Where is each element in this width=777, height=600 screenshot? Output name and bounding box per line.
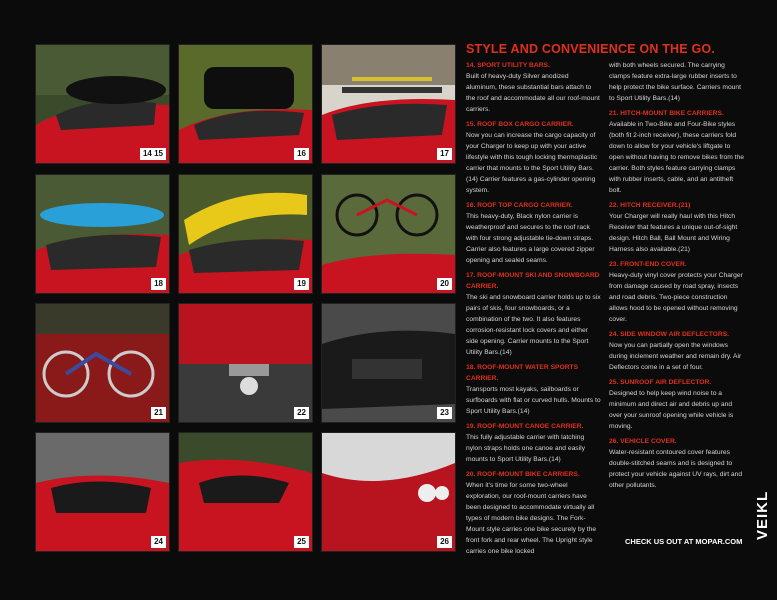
accessory-heading: 15. ROOF BOX CARGO CARRIER.: [466, 121, 574, 128]
photo-side-window-deflectors: [35, 432, 170, 552]
photo-number: 25: [294, 536, 309, 548]
photo-roof-top-carrier: [178, 44, 313, 164]
accessory-description: Heavy-duty vinyl cover protects your Charger from damage caused by road spray, insects and road debris. Two-piece construction allows hood to be opened without removing cover.: [609, 272, 743, 323]
accessory-item: [466, 60, 601, 115]
photo-kayak-carrier: [35, 174, 170, 294]
text-column-2: [609, 60, 744, 495]
photo-hitch-receiver: [178, 303, 313, 423]
accessory-item: [466, 270, 601, 358]
accessory-description: Now you can partially open the windows during inclement weather and remain dry. Air Deflectors come in a set of four.: [609, 342, 742, 371]
watermark: [752, 300, 772, 550]
accessory-description: Transports most kayaks, sailboards or surfboards with flat or curved hulls. Mounts to Sport Utility Bars.(14): [466, 386, 601, 415]
accessory-heading: 25. SUNROOF AIR DEFLECTOR.: [609, 379, 712, 386]
accessory-description: Available in Two-Bike and Four-Bike styles (both fit 2-inch receiver), these carriers fold down to allow for your vehicle's liftgate to open without having to remove bikes from the carrier. Both styles feature carrying clamps with rubber inserts, cable, and an antitheft bolt.: [609, 121, 744, 194]
accessory-item: [466, 421, 601, 465]
accessory-item: [609, 436, 744, 491]
accessory-description: This fully adjustable carrier with latching nylon straps holds one canoe and easily mounts to Sport Utility Bars.(14): [466, 434, 585, 463]
accessory-item: [466, 469, 601, 557]
photo-hitch-bike-carrier: [35, 303, 170, 423]
accessory-heading: 20. ROOF-MOUNT BIKE CARRIERS.: [466, 471, 580, 478]
accessory-item: [609, 377, 744, 432]
accessory-description: with both wheels secured. The carrying clamps feature extra-large rubber inserts to help protect the bike surface. Carriers mount to Sport Utility Bars.(14): [609, 62, 741, 102]
accessory-description: Now you can increase the cargo capacity of your Charger to keep up with your active lifestyle with this tough locking thermoplastic carrier that mounts to the Sport Utility Bars.(14) Carrier features a gas-cylinder opening system.: [466, 132, 598, 194]
accessory-description: When it's time for some two-wheel exploration, our roof-mount carriers have been designed to accommodate virtually all types of modern bike designs. The Fork-Mount style carries one bike securely by the front fork and rear wheel. The Upright style carries one bike locked: [466, 482, 597, 555]
accessory-description: Designed to help keep wind noise to a minimum and direct air and debris up and over your sunroof opening while vehicle is moving.: [609, 390, 734, 430]
accessory-item: [609, 259, 744, 325]
accessory-heading: 23. FRONT-END COVER.: [609, 261, 687, 268]
photo-front-end-cover: [321, 303, 456, 423]
photo-number: 17: [437, 148, 452, 160]
accessory-heading: 18. ROOF-MOUNT WATER SPORTS CARRIER.: [466, 364, 579, 382]
photo-number: 18: [151, 278, 166, 290]
photo-ski-carrier: [321, 44, 456, 164]
page-title: STYLE AND CONVENIENCE ON THE GO.: [466, 42, 716, 56]
accessory-heading: 24. SIDE WINDOW AIR DEFLECTORS.: [609, 331, 730, 338]
accessory-description: Built of heavy-duty Silver anodized aluminum, these substantial bars attach to the roof and accommodate all our roof-mount carriers.: [466, 73, 600, 113]
accessory-heading: 19. ROOF-MOUNT CANOE CARRIER.: [466, 423, 584, 430]
accessory-heading: 17. ROOF-MOUNT SKI AND SNOWBOARD CARRIER.: [466, 272, 600, 290]
photo-number: 19: [294, 278, 309, 290]
accessory-heading: 26. VEHICLE COVER.: [609, 438, 677, 445]
website-link[interactable]: CHECK US OUT AT MOPAR.COM: [625, 537, 743, 546]
photo-number: 16: [294, 148, 309, 160]
photo-number: 20: [437, 278, 452, 290]
photo-number: 23: [437, 407, 452, 419]
photo-number: 24: [151, 536, 166, 548]
accessory-description: The ski and snowboard carrier holds up to six pairs of skis, four snowboards, or a combination of the two. It also features corrosion-resistant lock covers and either side opening. Carrier mounts to the Sport Utility Bars.(14): [466, 294, 601, 356]
accessory-heading: 22. HITCH RECEIVER.(21): [609, 202, 691, 209]
accessory-description: Water-resistant contoured cover features double-stitched seams and is designed to protect your vehicle against UV rays, dirt and other pollutants.: [609, 449, 743, 489]
photo-vehicle-cover: [321, 432, 456, 552]
photo-roof-box: [35, 44, 170, 164]
photo-grid: [35, 44, 455, 548]
photo-number: 14 15: [140, 148, 166, 160]
accessory-heading: 16. ROOF TOP CARGO CARRIER.: [466, 202, 573, 209]
photo-roof-bike-carrier: [321, 174, 456, 294]
accessory-item: [609, 200, 744, 255]
photo-number: 21: [151, 407, 166, 419]
accessory-item: [466, 362, 601, 417]
watermark-brand: VEIKL: [754, 490, 771, 540]
accessory-item: [466, 200, 601, 266]
accessory-description: Your Charger will really haul with this Hitch Receiver that features a unique out-of-sight design. Hitch Ball, Ball Mount and Wiring Harness also available.(21): [609, 213, 738, 253]
accessory-heading: 21. HITCH-MOUNT BIKE CARRIERS.: [609, 110, 724, 117]
accessory-heading: 14. SPORT UTILITY BARS.: [466, 62, 550, 69]
text-column-1: [466, 60, 601, 561]
photo-number: 22: [294, 407, 309, 419]
accessory-item: [609, 329, 744, 373]
photo-canoe-carrier: [178, 174, 313, 294]
accessory-item: [466, 119, 601, 196]
accessory-description: This heavy-duty, Black nylon carrier is weatherproof and secures to the roof rack with four strong adjustable tie-down straps. Carrier also features a large covered zipper opening and sealed seams.: [466, 213, 595, 264]
photo-number: 26: [437, 536, 452, 548]
accessory-item: [609, 60, 744, 104]
photo-sunroof-deflector: [178, 432, 313, 552]
accessory-item: [609, 108, 744, 196]
